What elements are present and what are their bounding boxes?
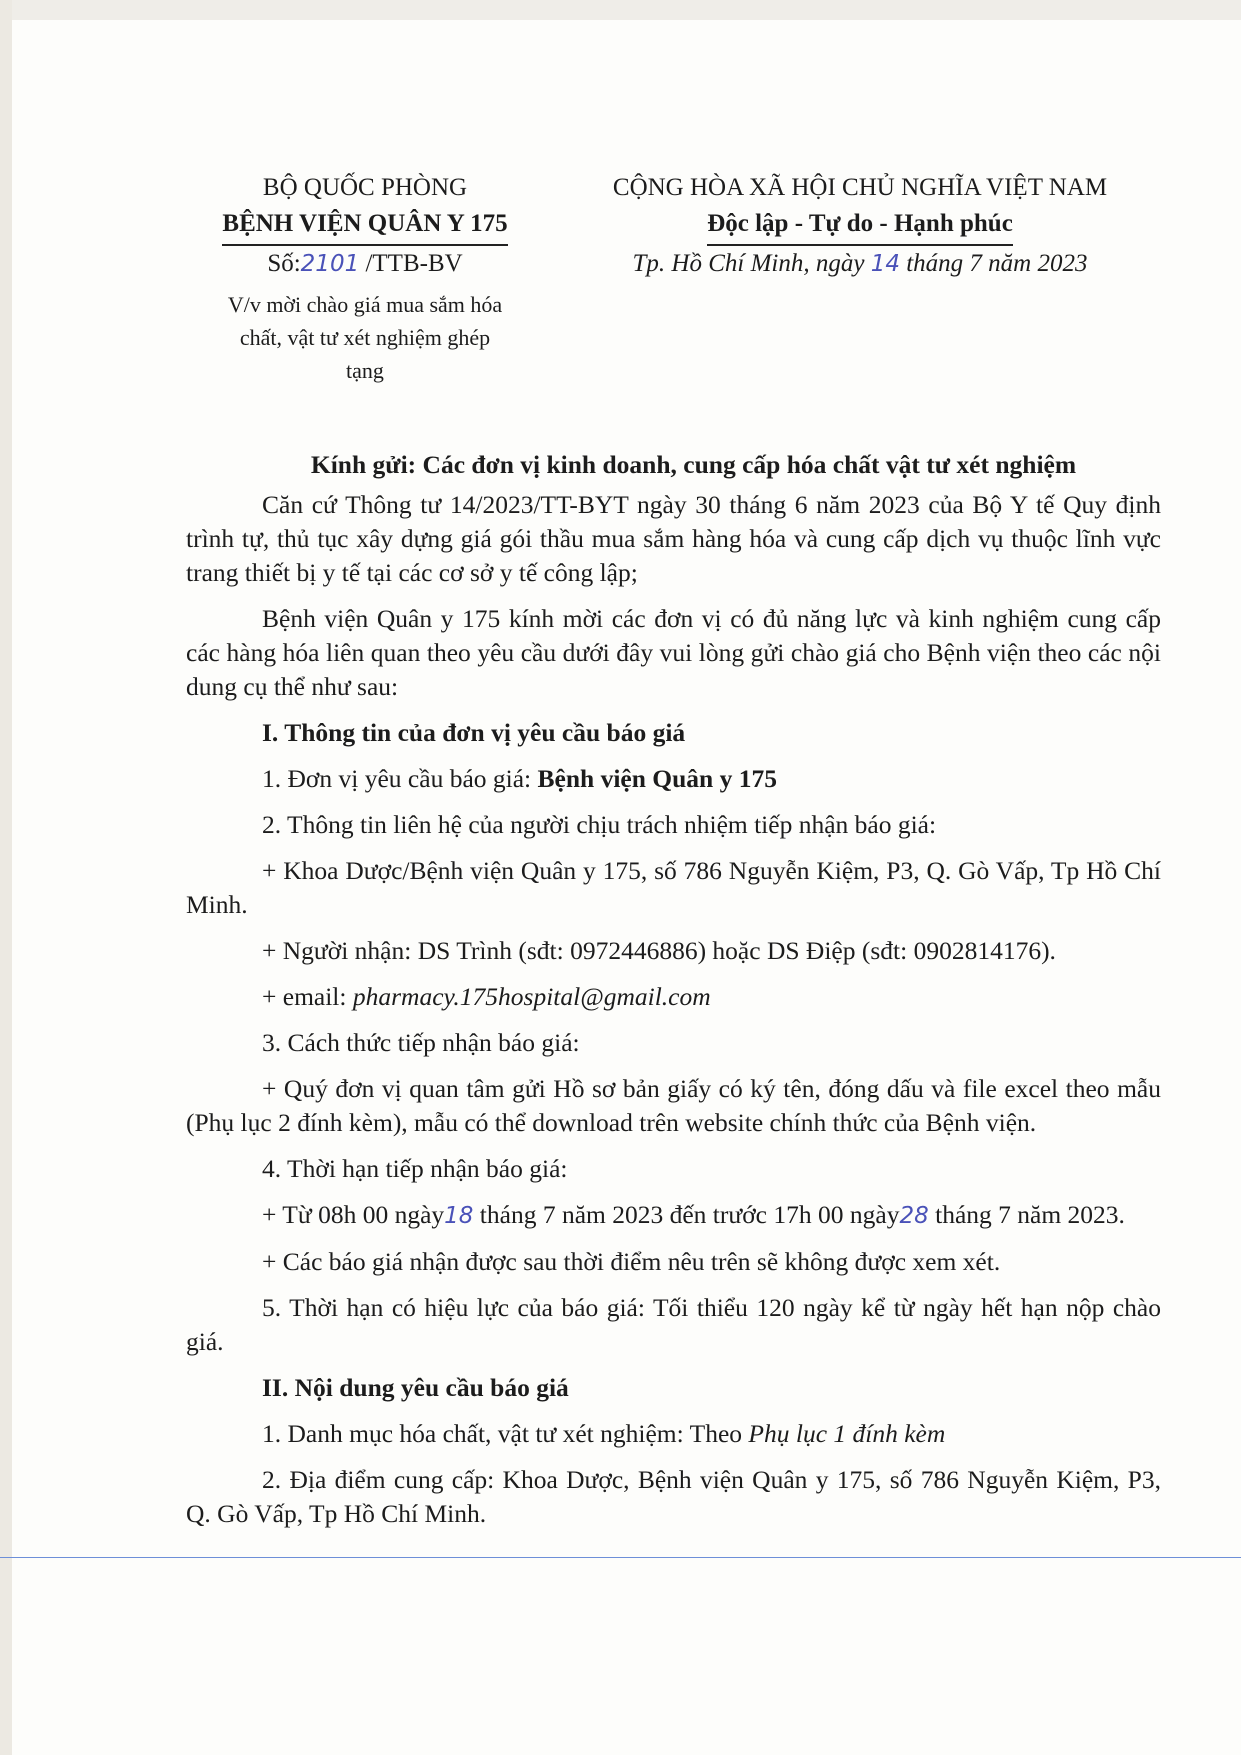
scan-border-left xyxy=(0,0,12,1755)
period-text: + Từ 08h 00 ngày18 tháng 7 năm 2023 đến trước 17h 00 ngày28 tháng 7 năm 2023. xyxy=(262,1200,1125,1229)
contact-email: + email: pharmacy.175hospital@gmail.com xyxy=(262,982,711,1011)
requester: 1. Đơn vị yêu cầu báo giá: Bệnh viện Quân y 175 xyxy=(262,764,777,793)
section-2-title: II. Nội dung yêu cầu báo giá xyxy=(262,1373,569,1402)
country-name: CỘNG HÒA XÃ HỘI CHỦ NGHĨA VIỆT NAM xyxy=(612,174,1108,201)
scan-border-top xyxy=(0,0,1241,20)
email-link[interactable]: pharmacy.175hospital@gmail.com xyxy=(352,982,711,1011)
scan-artifact-line xyxy=(0,1557,1241,1558)
catalog-line: 1. Danh mục hóa chất, vật tư xét nghiệm: Theo Phụ lục 1 đính kèm xyxy=(262,1419,946,1448)
place-date: Tp. Hồ Chí Minh, ngày 14 tháng 7 năm 2023 xyxy=(632,250,1088,277)
contact-recipient: + Người nhận: DS Trình (sđt: 0972446886) hoặc DS Điệp (sđt: 0902814176). xyxy=(262,936,1056,965)
handwritten-day: 14 xyxy=(870,251,900,277)
salutation: Kính gửi: Các đơn vị kinh doanh, cung cấp hóa chất vật tư xét nghiệm xyxy=(310,450,1077,479)
subject: V/v mời chào giá mua sắm hóa chất, vật tư xét nghiệm ghép tạng xyxy=(227,292,503,383)
method-heading: 3. Cách thức tiếp nhận báo giá: xyxy=(262,1028,580,1057)
period-heading: 4. Thời hạn tiếp nhận báo giá: xyxy=(262,1154,568,1183)
handwritten-start-day: 18 xyxy=(444,1203,474,1229)
validity: 5. Thời hạn có hiệu lực của báo giá: Tối thiểu 120 ngày kể từ ngày hết hạn nộp chào giá. xyxy=(186,1293,1161,1356)
handwritten-end-day: 28 xyxy=(899,1203,929,1229)
method-text: + Quý đơn vị quan tâm gửi Hồ sơ bản giấy có ký tên, đóng dấu và file excel theo mẫu (Phụ lục 2 đính kèm), mẫu có thể download trên website chính thức của Bệnh viện. xyxy=(186,1074,1161,1137)
ministry-name: BỘ QUỐC PHÒNG xyxy=(262,174,468,201)
document-body xyxy=(186,448,1161,1543)
contact-heading: 2. Thông tin liên hệ của người chịu trách nhiệm tiếp nhận báo giá: xyxy=(262,810,937,839)
motto: Độc lập - Tự do - Hạnh phúc xyxy=(570,206,1150,246)
late-note: + Các báo giá nhận được sau thời điểm nêu trên sẽ không được xem xét. xyxy=(262,1247,1001,1276)
hospital-name: BỆNH VIỆN QUÂN Y 175 xyxy=(175,206,555,246)
delivery-location: 2. Địa điểm cung cấp: Khoa Dược, Bệnh viện Quân y 175, số 786 Nguyễn Kiệm, P3, Q. Gò Vấp, Tp Hồ Chí Minh. xyxy=(186,1465,1161,1528)
section-1-title: I. Thông tin của đơn vị yêu cầu báo giá xyxy=(262,718,686,747)
handwritten-doc-number: 2101 xyxy=(300,251,360,277)
contact-address: + Khoa Dược/Bệnh viện Quân y 175, số 786 Nguyễn Kiệm, P3, Q. Gò Vấp, Tp Hồ Chí Minh. xyxy=(186,856,1161,919)
basis-paragraph: Căn cứ Thông tư 14/2023/TT-BYT ngày 30 tháng 6 năm 2023 của Bộ Y tế Quy định trình tự, thủ tục xây dựng giá gói thầu mua sắm hàng hóa và cung cấp dịch vụ thuộc lĩnh vực trang thiết bị y tế tại các cơ sở y tế công lập; xyxy=(186,490,1161,587)
invitation-paragraph: Bệnh viện Quân y 175 kính mời các đơn vị có đủ năng lực và kinh nghiệm cung cấp các hàng hóa liên quan theo yêu cầu dưới đây vui lòng gửi chào giá cho Bệnh viện theo các nội dung cụ thể như sau: xyxy=(186,604,1161,701)
document-number: Số:2101 /TTB-BV xyxy=(267,250,463,277)
header-left xyxy=(175,170,555,387)
header-right xyxy=(570,170,1150,282)
